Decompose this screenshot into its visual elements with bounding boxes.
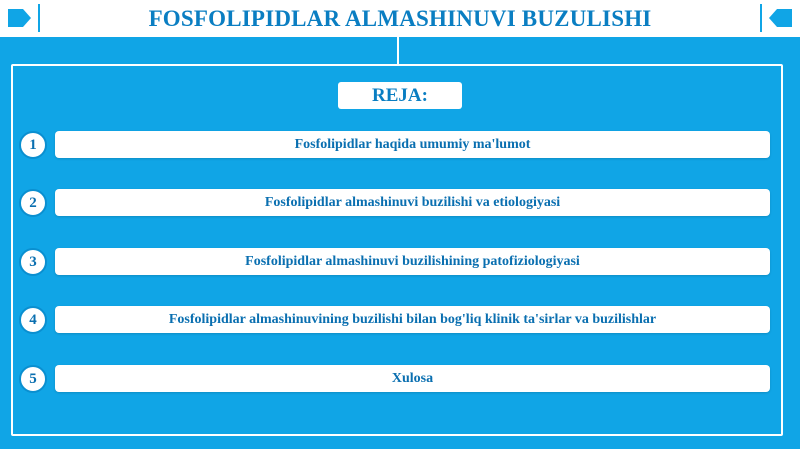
item-label[interactable]: Fosfolipidlar haqida umumiy ma'lumot bbox=[55, 131, 770, 158]
plan-item-4[interactable] bbox=[0, 305, 800, 335]
page-title: FOSFOLIPIDLAR ALMASHINUVI BUZULISHI bbox=[148, 5, 652, 31]
title-banner bbox=[0, 0, 800, 37]
plan-heading: REJA: bbox=[338, 82, 462, 109]
item-number: 4 bbox=[19, 306, 47, 334]
arrow-right-icon[interactable] bbox=[4, 4, 34, 32]
item-number: 5 bbox=[19, 365, 47, 393]
item-number: 1 bbox=[19, 131, 47, 159]
connector-line bbox=[397, 37, 399, 64]
item-label[interactable]: Fosfolipidlar almashinuvining buzilishi bilan bog'liq klinik ta'sirlar va buzilishlar bbox=[55, 306, 770, 333]
arrow-left-icon[interactable] bbox=[766, 4, 796, 32]
item-label[interactable]: Fosfolipidlar almashinuvi buzilishining patofiziologiyasi bbox=[55, 248, 770, 275]
plan-item-3[interactable] bbox=[0, 247, 800, 277]
item-number: 2 bbox=[19, 189, 47, 217]
right-divider bbox=[760, 4, 762, 32]
plan-item-5[interactable] bbox=[0, 364, 800, 394]
item-label[interactable]: Fosfolipidlar almashinuvi buzilishi va etiologiyasi bbox=[55, 189, 770, 216]
item-label[interactable]: Xulosa bbox=[55, 365, 770, 392]
plan-item-1[interactable] bbox=[0, 130, 800, 160]
plan-item-2[interactable] bbox=[0, 188, 800, 218]
item-number: 3 bbox=[19, 248, 47, 276]
